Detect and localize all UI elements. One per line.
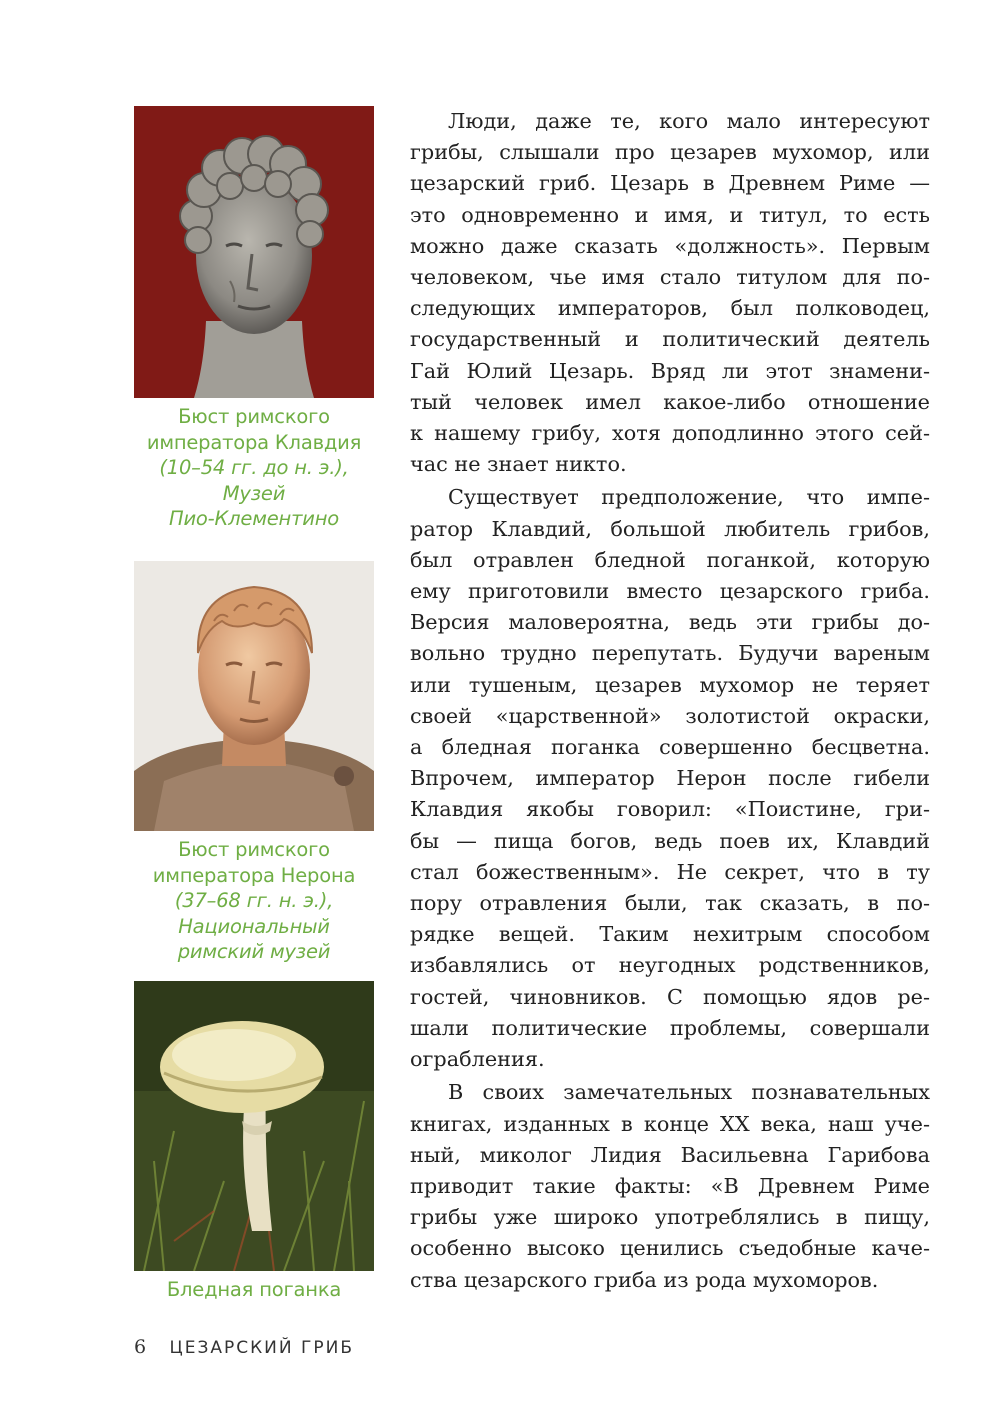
figure-nero xyxy=(134,561,374,965)
caption-line: императора Нерона xyxy=(152,863,356,887)
page-number: 6 xyxy=(134,1336,147,1358)
figure-caption xyxy=(134,1277,374,1303)
text-line: Клавдия якобы говорил: «Поистине, гри- xyxy=(410,797,930,822)
text-line: тый человек имел какое-либо отношение xyxy=(410,389,930,414)
text-line: особенно высоко ценились съедобные каче- xyxy=(410,1236,930,1261)
text-line: грибы, слышали про цезарев мухомор, или xyxy=(410,140,930,165)
figure-caption xyxy=(134,837,374,965)
text-line: избавлялись от неугодных родственников, xyxy=(410,953,930,978)
text-line: ратор Клавдий, большой любитель грибов, xyxy=(410,516,930,541)
caption-dates: (10–54 гг. до н. э.), xyxy=(159,456,349,479)
paragraph xyxy=(410,106,930,480)
paragraph xyxy=(410,1077,930,1295)
text-line: пору отравления были, так сказать, в по- xyxy=(410,891,930,916)
text-line: можно даже сказать «должность». Первым xyxy=(410,233,930,258)
caption-place: Национальный xyxy=(178,914,330,938)
text-line: ный, миколог Лидия Васильевна Гарибова xyxy=(410,1142,930,1167)
text-line: Версия маловероятна, ведь эти грибы до- xyxy=(410,610,930,635)
text-line: шали политические проблемы, совершали xyxy=(410,1015,930,1040)
running-title: ЦЕЗАРСКИЙ ГРИБ xyxy=(169,1338,354,1358)
figure-claudius xyxy=(134,106,374,532)
page-footer xyxy=(134,1336,354,1358)
text-line: человеком, чье имя стало титулом для по- xyxy=(410,265,930,290)
text-line: стал божественным». Не секрет, что в ту xyxy=(410,859,930,884)
claudius-bust-image xyxy=(134,106,374,398)
text-line: приводит такие факты: «В Древнем Риме xyxy=(410,1173,930,1198)
text-line: рядке вещей. Таким нехитрым способом xyxy=(410,922,930,947)
caption-place: римский музей xyxy=(177,940,331,963)
text-line: бы — пища богов, ведь поев их, Клавдий xyxy=(410,828,930,853)
caption-place: Музей xyxy=(222,481,286,505)
caption-dates: (37–68 гг. н. э.), xyxy=(174,889,334,912)
text-line: ему приготовили вместо цезарского гриба. xyxy=(410,579,930,604)
caption-line: Бюст римского xyxy=(178,405,330,428)
text-line: государственный и политический деятель xyxy=(410,327,930,352)
text-line: грибы уже широко употреблялись в пищу, xyxy=(410,1205,930,1230)
caption-line: императора Клавдия xyxy=(146,430,362,454)
caption-line: Бледная поганка xyxy=(166,1278,342,1301)
text-line: а бледная поганка совершенно бесцветна. xyxy=(410,735,930,760)
caption-line: Бюст римского xyxy=(178,838,330,861)
nero-bust-image xyxy=(134,561,374,831)
text-line: цезарский гриб. Цезарь в Древнем Риме — xyxy=(410,171,930,196)
text-line: Существует предположение, что импе- xyxy=(448,485,930,510)
text-line: Впрочем, император Нерон после гибели xyxy=(410,766,930,791)
text-line: ограбления. xyxy=(410,1047,545,1072)
caption-place: Пио-Клементино xyxy=(169,507,339,530)
text-line: или тушеным, цезарев мухомор не теряет xyxy=(410,672,930,697)
text-line: своей «царственной» золотистой окраски, xyxy=(410,703,930,728)
death-cap-image xyxy=(134,981,374,1271)
text-line: книгах, изданных в конце XX века, наш уче- xyxy=(410,1111,930,1136)
text-line: В своих замечательных познавательных xyxy=(448,1080,930,1105)
text-line: Гай Юлий Цезарь. Вряд ли этот знамени- xyxy=(410,358,930,383)
figure-death-cap xyxy=(134,981,374,1303)
text-line: ства цезарского гриба из рода мухоморов. xyxy=(410,1267,879,1292)
text-line: час не знает никто. xyxy=(410,452,627,477)
text-line: был отравлен бледной поганкой, которую xyxy=(410,547,930,572)
text-line: вольно трудно перепутать. Будучи вареным xyxy=(410,641,930,666)
text-line: Люди, даже те, кого мало интересуют xyxy=(448,109,930,133)
text-line: к нашему грибу, хотя доподлинно этого сей- xyxy=(410,421,930,446)
text-line: гостей, чиновников. С помощью ядов ре- xyxy=(410,984,930,1009)
paragraph xyxy=(410,482,930,1075)
text-line: следующих императоров, был полководец, xyxy=(410,296,930,321)
body-text xyxy=(410,106,930,1296)
figure-caption xyxy=(134,404,374,532)
text-line: это одновременно и имя, и титул, то есть xyxy=(410,202,930,227)
